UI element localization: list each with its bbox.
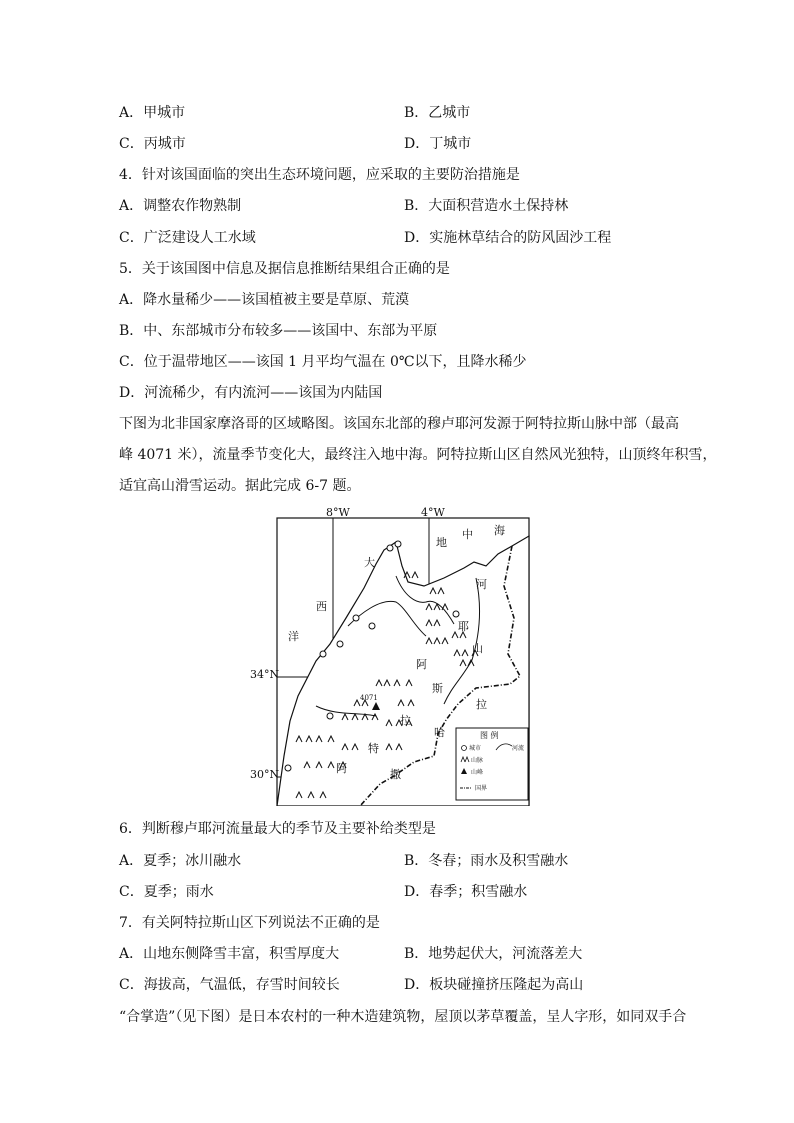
q7-option-a: A．山地东侧降雪丰富，积雪厚度大 <box>119 946 340 962</box>
ocean-char-3: 洋 <box>288 630 299 643</box>
map-legend <box>456 728 528 800</box>
q7-stem: 7．有关阿特拉斯山区下列说法不正确的是 <box>119 915 380 931</box>
q4-option-d: D．实施林草结合的防风固沙工程 <box>404 230 612 246</box>
passage-line-2: 峰 4071 米），流量季节变化大，最终注入地中海。阿特拉斯山区自然风光独特，山顶终年积雪， <box>119 447 717 463</box>
q5-stem: 5．关于该国图中信息及据信息推断结果组合正确的是 <box>119 261 450 277</box>
q5-option-b: B．中、东部城市分布较多——该国中、东部为平原 <box>119 323 438 339</box>
q5-option-c: C．位于温带地区——该国 1 月平均气温在 0℃以下，且降水稀少 <box>119 354 527 370</box>
ocean-char-2: 西 <box>316 600 327 613</box>
q4-stem: 4．针对该国面临的突出生态环境问题，应采取的主要防治措施是 <box>119 167 520 183</box>
q6-option-b: B．冬春；雨水及积雪融水 <box>404 853 569 869</box>
atlas-extra-1: 拉 <box>476 698 487 711</box>
q3-option-a: A．甲城市 <box>119 105 186 121</box>
q3-option-c: C．丙城市 <box>119 136 186 152</box>
peak-elevation: 4071 <box>360 694 378 702</box>
legend-mountain: 山脉 <box>471 757 484 764</box>
q7-option-b: B．地势起伏大，河流落差大 <box>404 946 583 962</box>
sea-char-1: 地 <box>436 536 447 549</box>
q6-option-d: D．春季；积雪融水 <box>404 884 528 900</box>
legend-city-icon <box>462 746 467 751</box>
q7-option-c: C．海拔高，气温低，存雪时间较长 <box>119 977 340 993</box>
passage-line-3: 适宜高山滑雪运动。据此完成 6-7 题。 <box>119 478 361 494</box>
q6-stem: 6．判断穆卢耶河流量最大的季节及主要补给类型是 <box>119 821 436 837</box>
q6-option-a: A．夏季；冰川融水 <box>119 853 242 869</box>
sea-char-2: 中 <box>462 528 473 541</box>
legend-title: 图 例 <box>480 731 499 740</box>
label-8w: 8°W <box>326 506 350 519</box>
atlas-char-1: 阿 <box>416 658 427 671</box>
city-marker <box>369 623 375 629</box>
city-marker <box>285 765 291 771</box>
morocco-map <box>276 506 530 806</box>
q7-option-d: D．板块碰撞挤压隆起为高山 <box>404 977 584 993</box>
atlas-char-3: 拉 <box>400 714 411 727</box>
label-4w: 4°W <box>421 506 445 519</box>
q5-option-a: A．降水量稀少——该国植被主要是草原、荒漠 <box>119 292 410 308</box>
q5-option-d: D．河流稀少，有内流河——该国为内陆国 <box>119 385 383 401</box>
river-label-3: 山 <box>472 642 483 655</box>
label-34n: 34°N <box>250 668 280 681</box>
city-marker <box>395 541 401 547</box>
legend-peak: 山峰 <box>471 769 484 776</box>
city-marker <box>353 615 359 621</box>
q4-option-c: C．广泛建设人工水域 <box>119 230 256 246</box>
legend-city: 城市 <box>469 745 482 752</box>
passage-line-1: 下图为北非国家摩洛哥的区域略图。该国东北部的穆卢耶河发源于阿特拉斯山脉中部（最高 <box>119 416 679 432</box>
legend-border: 国界 <box>475 785 488 792</box>
q6-option-c: C．夏季；雨水 <box>119 884 214 900</box>
atlas-extra-5: 特 <box>368 742 379 755</box>
river-label-2: 耶 <box>458 620 469 633</box>
atlas-extra-4: 阿 <box>336 762 347 775</box>
city-marker <box>327 713 333 719</box>
atlas-extra-3: 撒 <box>390 768 401 781</box>
city-marker <box>387 545 393 551</box>
ocean-char-1: 大 <box>364 556 375 569</box>
q3-option-d: D．丁城市 <box>404 136 472 152</box>
sea-char-3: 海 <box>494 524 505 537</box>
city-marker <box>337 641 343 647</box>
city-marker <box>453 611 459 617</box>
river-label-1: 河 <box>476 578 487 591</box>
q3-option-b: B．乙城市 <box>404 105 471 121</box>
atlas-char-4: 斯 <box>432 682 443 695</box>
legend-river: 河流 <box>512 745 525 752</box>
q4-option-b: B．大面积营造水土保持林 <box>404 198 569 214</box>
atlas-extra-2: 哈 <box>434 726 445 739</box>
next-passage-line-1: “合掌造”（见下图）是日本农村的一种木造建筑物，屋顶以茅草覆盖，呈人字形，如同双手合 <box>119 1009 687 1025</box>
q4-option-a: A．调整农作物熟制 <box>119 198 242 214</box>
label-30n: 30°N <box>250 768 280 781</box>
city-marker <box>320 651 326 657</box>
